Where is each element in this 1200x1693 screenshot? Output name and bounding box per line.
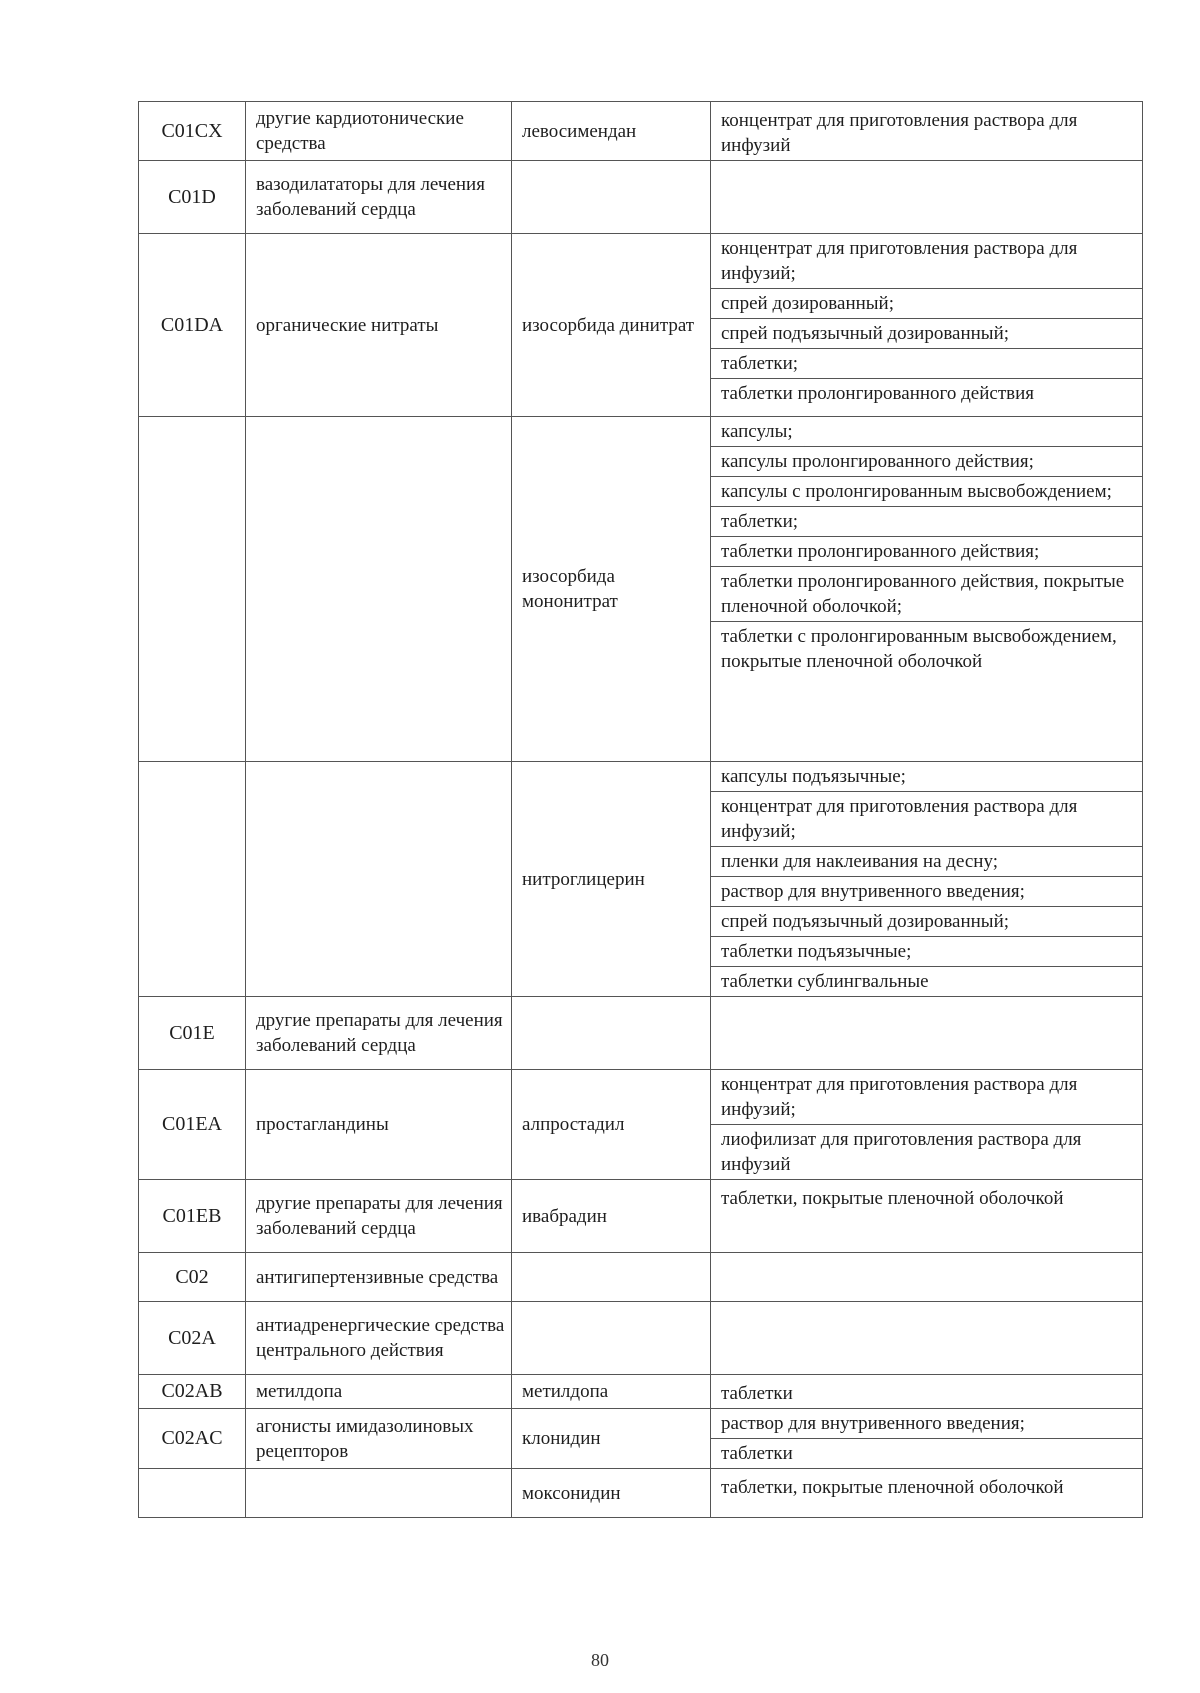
substance-cell: изосорбида динитрат (512, 234, 711, 417)
dosage-form-item: таблетки пролонгированного действия; (711, 536, 1142, 566)
category-cell: антигипертензивные средства (246, 1253, 512, 1302)
atc-code-cell (139, 417, 246, 762)
dosage-forms-cell (711, 1469, 1143, 1518)
dosage-forms-cell (711, 762, 1143, 997)
atc-code-cell: C01DA (139, 234, 246, 417)
category-cell (246, 417, 512, 762)
dosage-form-item: спрей подъязычный дозированный; (711, 318, 1142, 348)
substance-cell (512, 997, 711, 1070)
dosage-form-item: таблетки подъязычные; (711, 936, 1142, 966)
dosage-form-item: раствор для внутривенного введения; (711, 876, 1142, 906)
category-cell: простагландины (246, 1070, 512, 1180)
atc-code-cell: C01D (139, 161, 246, 234)
table-row (139, 1302, 1143, 1375)
dosage-forms-cell (711, 102, 1143, 161)
dosage-form-item: таблетки пролонгированного действия (711, 378, 1142, 408)
dosage-form-item: концентрат для приготовления раствора для инфузий (721, 110, 1078, 156)
category-cell: агонисты имидазолиновых рецепторов (246, 1409, 512, 1469)
dosage-form-item: таблетки; (711, 348, 1142, 378)
dosage-form-item: пленки для наклеивания на десну; (711, 846, 1142, 876)
substance-cell (512, 1302, 711, 1375)
dosage-forms-cell (711, 997, 1143, 1070)
dosage-form-item: капсулы пролонгированного действия; (711, 446, 1142, 476)
category-cell: органические нитраты (246, 234, 512, 417)
atc-code-cell (139, 762, 246, 997)
substance-cell: ивабрадин (512, 1180, 711, 1253)
dosage-form-item: таблетки пролонгированного действия, покрытые пленочной оболочкой; (711, 566, 1142, 621)
dosage-form-item: концентрат для приготовления раствора для инфузий; (721, 238, 1078, 284)
substance-cell: нитроглицерин (512, 762, 711, 997)
dosage-forms-cell (711, 1180, 1143, 1253)
table-row (139, 1409, 1143, 1469)
page-number: 80 (591, 1650, 609, 1670)
dosage-forms-cell (711, 417, 1143, 762)
dosage-form-item: спрей подъязычный дозированный; (711, 906, 1142, 936)
table-row (139, 762, 1143, 997)
dosage-form-item: раствор для внутривенного введения; (721, 1413, 1025, 1434)
table-row (139, 234, 1143, 417)
atc-code-cell: C02AC (139, 1409, 246, 1469)
dosage-forms-cell (711, 1375, 1143, 1409)
atc-code-cell (139, 1469, 246, 1518)
substance-cell (512, 161, 711, 234)
dosage-form-item: таблетки сублингвальные (711, 966, 1142, 996)
dosage-form-item: таблетки, покрытые пленочной оболочкой (721, 1188, 1064, 1209)
atc-code-cell: C02A (139, 1302, 246, 1375)
category-cell: антиадренергические средства центрального действия (246, 1302, 512, 1375)
table-row (139, 1375, 1143, 1409)
dosage-forms-cell (711, 1253, 1143, 1302)
substance-cell (512, 1253, 711, 1302)
atc-code-cell: C01CX (139, 102, 246, 161)
category-cell (246, 1469, 512, 1518)
dosage-forms-cell (711, 1302, 1143, 1375)
dosage-forms-cell (711, 1409, 1143, 1469)
substance-cell: моксонидин (512, 1469, 711, 1518)
table-row (139, 1253, 1143, 1302)
table-row (139, 417, 1143, 762)
atc-code-cell: C02AB (139, 1375, 246, 1409)
table-row (139, 1070, 1143, 1180)
table-row (139, 102, 1143, 161)
substance-cell: алпростадил (512, 1070, 711, 1180)
dosage-forms-cell (711, 161, 1143, 234)
substance-cell: метилдопа (512, 1375, 711, 1409)
atc-code-cell: C01E (139, 997, 246, 1070)
category-cell (246, 762, 512, 997)
dosage-form-item: таблетки с пролонгированным высвобождением, покрытые пленочной оболочкой (711, 621, 1142, 676)
category-cell: другие препараты для лечения заболеваний сердца (246, 1180, 512, 1253)
table-row (139, 1180, 1143, 1253)
dosage-form-item: капсулы; (721, 421, 793, 442)
dosage-form-item: концентрат для приготовления раствора для инфузий; (721, 1074, 1078, 1120)
atc-code-cell: C02 (139, 1253, 246, 1302)
substance-cell: клонидин (512, 1409, 711, 1469)
dosage-form-item: таблетки, покрытые пленочной оболочкой (721, 1477, 1064, 1498)
dosage-forms-cell (711, 234, 1143, 417)
drug-table-body (139, 102, 1143, 1518)
category-cell: другие кардиотонические средства (246, 102, 512, 161)
dosage-form-item: спрей дозированный; (711, 288, 1142, 318)
dosage-forms-cell (711, 1070, 1143, 1180)
substance-cell: изосорбида мононитрат (512, 417, 711, 762)
table-row (139, 997, 1143, 1070)
category-cell: вазодилататоры для лечения заболеваний сердца (246, 161, 512, 234)
table-row (139, 1469, 1143, 1518)
table-row (139, 161, 1143, 234)
dosage-form-item: лиофилизат для приготовления раствора для инфузий (711, 1124, 1142, 1179)
dosage-form-item: капсулы с пролонгированным высвобождением; (711, 476, 1142, 506)
dosage-form-item: таблетки (711, 1438, 1142, 1468)
dosage-form-item: таблетки (721, 1383, 793, 1404)
substance-cell: левосимендан (512, 102, 711, 161)
atc-code-cell: C01EA (139, 1070, 246, 1180)
atc-code-cell: C01EB (139, 1180, 246, 1253)
category-cell: метилдопа (246, 1375, 512, 1409)
category-cell: другие препараты для лечения заболеваний сердца (246, 997, 512, 1070)
dosage-form-item: концентрат для приготовления раствора для инфузий; (711, 791, 1142, 846)
dosage-form-item: капсулы подъязычные; (721, 766, 906, 787)
drug-table (138, 101, 1143, 1518)
dosage-form-item: таблетки; (711, 506, 1142, 536)
